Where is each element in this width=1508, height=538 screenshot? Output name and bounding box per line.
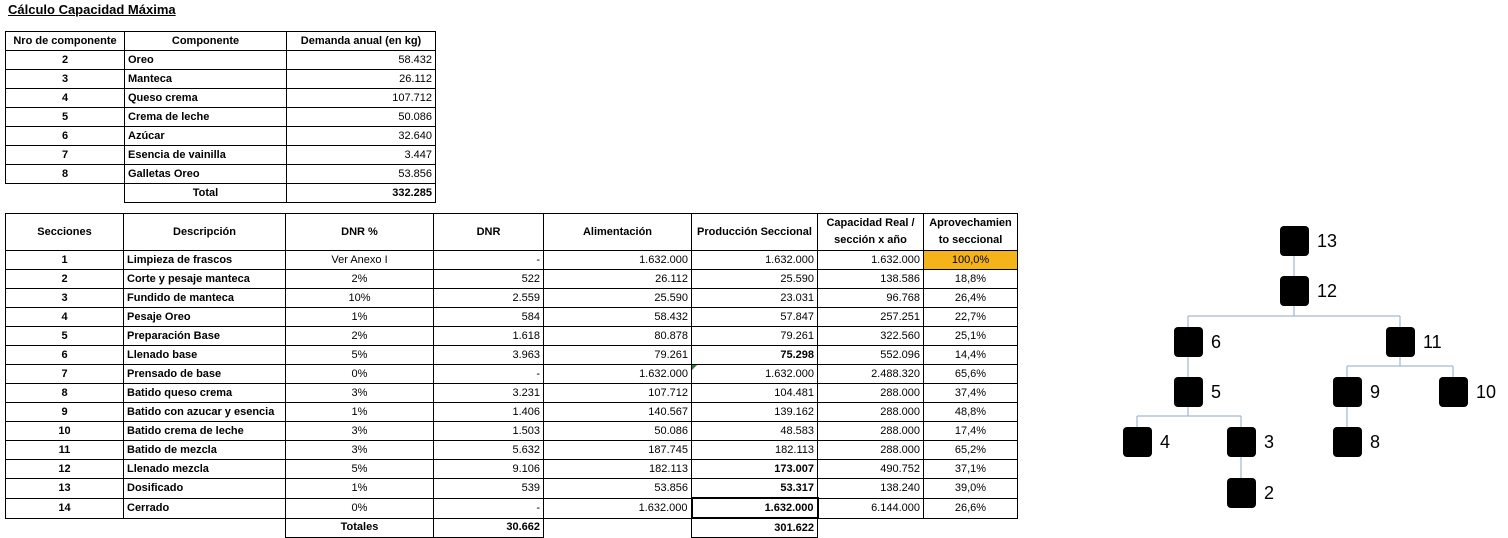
node-box — [1174, 327, 1203, 357]
section-number: 11 — [6, 441, 124, 460]
totals-dnr: 30.662 — [434, 518, 544, 538]
component-name: Galletas Oreo — [125, 165, 287, 184]
sectional-utilization: 65,6% — [924, 365, 1018, 384]
sectional-production: 53.317 — [692, 479, 818, 499]
section-description: Cerrado — [124, 498, 286, 518]
column-header: Aprovechamien to seccional — [924, 214, 1018, 251]
component-number: 5 — [6, 108, 125, 127]
column-header: Capacidad Real / sección x año — [818, 214, 924, 251]
tree-node-13 — [1280, 226, 1337, 256]
column-header: Alimentación — [544, 214, 692, 251]
feed-value: 26.112 — [544, 270, 692, 289]
dnr-value: 3.963 — [434, 346, 544, 365]
section-description: Batido con azucar y esencia — [124, 403, 286, 422]
dnr-percent: 0% — [286, 365, 434, 384]
section-description: Preparación Base — [124, 327, 286, 346]
sectional-utilization: 14,4% — [924, 346, 1018, 365]
sectional-production: 1.632.000 — [692, 498, 818, 518]
sectional-utilization: 26,4% — [924, 289, 1018, 308]
real-capacity: 552.096 — [818, 346, 924, 365]
node-box — [1439, 377, 1468, 407]
section-number: 12 — [6, 460, 124, 479]
dnr-percent: 0% — [286, 498, 434, 518]
dnr-percent: 3% — [286, 384, 434, 403]
real-capacity: 490.752 — [818, 460, 924, 479]
sectional-utilization: 26,6% — [924, 498, 1018, 518]
dnr-percent: 3% — [286, 441, 434, 460]
node-label: 2 — [1264, 483, 1275, 503]
dnr-value: 1.406 — [434, 403, 544, 422]
node-label: 5 — [1211, 382, 1222, 402]
section-number: 7 — [6, 365, 124, 384]
real-capacity: 288.000 — [818, 422, 924, 441]
column-header: DNR — [434, 214, 544, 251]
node-label: 8 — [1370, 432, 1381, 452]
dnr-percent: 3% — [286, 422, 434, 441]
feed-value: 1.632.000 — [544, 498, 692, 518]
dnr-value: 522 — [434, 270, 544, 289]
section-description: Prensado de base — [124, 365, 286, 384]
section-number: 8 — [6, 384, 124, 403]
component-name: Manteca — [125, 70, 287, 89]
tree-node-10 — [1439, 377, 1496, 407]
tree-node-6 — [1174, 327, 1221, 357]
page-title: Cálculo Capacidad Máxima — [8, 2, 176, 17]
sectional-utilization: 17,4% — [924, 422, 1018, 441]
dnr-value: 5.632 — [434, 441, 544, 460]
real-capacity: 138.586 — [818, 270, 924, 289]
section-number: 2 — [6, 270, 124, 289]
dnr-value: - — [434, 365, 544, 384]
sectional-production: 25.590 — [692, 270, 818, 289]
real-capacity: 6.144.000 — [818, 498, 924, 518]
totals-label: Totales — [286, 518, 434, 538]
annual-demand: 26.112 — [287, 70, 436, 89]
dnr-value: 2.559 — [434, 289, 544, 308]
node-label: 3 — [1264, 432, 1275, 452]
component-number: 6 — [6, 127, 125, 146]
feed-value: 1.632.000 — [544, 251, 692, 270]
sectional-production: 79.261 — [692, 327, 818, 346]
section-number: 5 — [6, 327, 124, 346]
section-number: 9 — [6, 403, 124, 422]
column-header: DNR % — [286, 214, 434, 251]
annual-demand: 53.856 — [287, 165, 436, 184]
column-header: Producción Seccional — [692, 214, 818, 251]
tree-node-9 — [1333, 377, 1380, 407]
feed-value: 1.632.000 — [544, 365, 692, 384]
feed-value: 187.745 — [544, 441, 692, 460]
sectional-utilization: 25,1% — [924, 327, 1018, 346]
feed-value: 79.261 — [544, 346, 692, 365]
total-value: 332.285 — [287, 184, 436, 203]
tree-node-3 — [1227, 427, 1274, 457]
tree-node-2 — [1227, 478, 1274, 508]
annual-demand: 58.432 — [287, 51, 436, 70]
annual-demand: 32.640 — [287, 127, 436, 146]
section-description: Limpieza de frascos — [124, 251, 286, 270]
sectional-utilization: 18,8% — [924, 270, 1018, 289]
sectional-production: 57.847 — [692, 308, 818, 327]
real-capacity: 257.251 — [818, 308, 924, 327]
dnr-percent: 5% — [286, 460, 434, 479]
section-description: Corte y pesaje manteca — [124, 270, 286, 289]
real-capacity: 322.560 — [818, 327, 924, 346]
section-description: Llenado mezcla — [124, 460, 286, 479]
sectional-production: 1.632.000 — [692, 251, 818, 270]
column-header: Componente — [125, 32, 287, 51]
sectional-utilization: 22,7% — [924, 308, 1018, 327]
tree-node-4 — [1123, 427, 1170, 457]
dnr-percent: 10% — [286, 289, 434, 308]
node-label: 11 — [1423, 332, 1442, 352]
section-description: Llenado base — [124, 346, 286, 365]
sectional-production: 48.583 — [692, 422, 818, 441]
real-capacity: 288.000 — [818, 441, 924, 460]
dnr-percent: 5% — [286, 346, 434, 365]
tree-node-12 — [1280, 276, 1337, 306]
section-number: 6 — [6, 346, 124, 365]
real-capacity: 96.768 — [818, 289, 924, 308]
sectional-utilization: 37,4% — [924, 384, 1018, 403]
annual-demand: 50.086 — [287, 108, 436, 127]
dnr-percent: 1% — [286, 479, 434, 499]
component-number: 3 — [6, 70, 125, 89]
node-label: 4 — [1160, 432, 1171, 452]
dnr-value: - — [434, 251, 544, 270]
dnr-percent: 2% — [286, 327, 434, 346]
dnr-value: 3.231 — [434, 384, 544, 403]
section-number: 1 — [6, 251, 124, 270]
node-label: 10 — [1476, 382, 1497, 402]
dnr-value: 1.618 — [434, 327, 544, 346]
feed-value: 140.567 — [544, 403, 692, 422]
sectional-production: 1.632.000 — [692, 365, 818, 384]
real-capacity: 138.240 — [818, 479, 924, 499]
column-header: Nro de componente — [6, 32, 125, 51]
component-number: 2 — [6, 51, 125, 70]
section-description: Fundido de manteca — [124, 289, 286, 308]
section-number: 3 — [6, 289, 124, 308]
totals-production: 301.622 — [692, 518, 818, 538]
section-description: Dosificado — [124, 479, 286, 499]
dnr-percent: Ver Anexo I — [286, 251, 434, 270]
component-name: Crema de leche — [125, 108, 287, 127]
component-name: Esencia de vainilla — [125, 146, 287, 165]
node-box — [1280, 276, 1309, 306]
node-label: 13 — [1317, 231, 1338, 251]
sectional-utilization: 65,2% — [924, 441, 1018, 460]
annual-demand: 3.447 — [287, 146, 436, 165]
node-box — [1174, 377, 1203, 407]
tree-node-11 — [1386, 327, 1442, 357]
feed-value: 53.856 — [544, 479, 692, 499]
section-number: 14 — [6, 498, 124, 518]
annual-demand: 107.712 — [287, 89, 436, 108]
sectional-utilization: 39,0% — [924, 479, 1018, 499]
section-description: Batido queso crema — [124, 384, 286, 403]
section-description: Batido de mezcla — [124, 441, 286, 460]
component-number: 4 — [6, 89, 125, 108]
component-number: 7 — [6, 146, 125, 165]
section-description: Batido crema de leche — [124, 422, 286, 441]
dnr-percent: 1% — [286, 403, 434, 422]
section-number: 10 — [6, 422, 124, 441]
real-capacity: 1.632.000 — [818, 251, 924, 270]
dnr-value: 584 — [434, 308, 544, 327]
component-name: Queso crema — [125, 89, 287, 108]
dnr-value: 539 — [434, 479, 544, 499]
component-number: 8 — [6, 165, 125, 184]
real-capacity: 2.488.320 — [818, 365, 924, 384]
real-capacity: 288.000 — [818, 384, 924, 403]
node-box — [1333, 427, 1362, 457]
dnr-value: - — [434, 498, 544, 518]
component-name: Azúcar — [125, 127, 287, 146]
sectional-production: 139.162 — [692, 403, 818, 422]
node-box — [1386, 327, 1415, 357]
total-label: Total — [125, 184, 287, 203]
feed-value: 50.086 — [544, 422, 692, 441]
tree-node-5 — [1174, 377, 1221, 407]
node-label: 12 — [1317, 281, 1338, 301]
sectional-utilization: 37,1% — [924, 460, 1018, 479]
node-box — [1227, 478, 1256, 508]
node-label: 9 — [1370, 382, 1381, 402]
column-header: Demanda anual (en kg) — [287, 32, 436, 51]
node-box — [1123, 427, 1152, 457]
tree-node-8 — [1333, 427, 1380, 457]
column-header: Descripción — [124, 214, 286, 251]
node-box — [1227, 427, 1256, 457]
dnr-percent: 2% — [286, 270, 434, 289]
dnr-value: 9.106 — [434, 460, 544, 479]
node-box — [1280, 226, 1309, 256]
section-number: 13 — [6, 479, 124, 499]
real-capacity: 288.000 — [818, 403, 924, 422]
sectional-production: 23.031 — [692, 289, 818, 308]
dnr-percent: 1% — [286, 308, 434, 327]
dnr-value: 1.503 — [434, 422, 544, 441]
sectional-production: 182.113 — [692, 441, 818, 460]
feed-value: 182.113 — [544, 460, 692, 479]
component-name: Oreo — [125, 51, 287, 70]
column-header: Secciones — [6, 214, 124, 251]
sectional-production: 104.481 — [692, 384, 818, 403]
section-number: 4 — [6, 308, 124, 327]
sectional-production: 75.298 — [692, 346, 818, 365]
sectional-production: 173.007 — [692, 460, 818, 479]
feed-value: 58.432 — [544, 308, 692, 327]
node-label: 6 — [1211, 332, 1222, 352]
feed-value: 80.878 — [544, 327, 692, 346]
feed-value: 107.712 — [544, 384, 692, 403]
node-box — [1333, 377, 1362, 407]
section-description: Pesaje Oreo — [124, 308, 286, 327]
feed-value: 25.590 — [544, 289, 692, 308]
sectional-utilization: 100,0% — [924, 251, 1018, 270]
sectional-utilization: 48,8% — [924, 403, 1018, 422]
